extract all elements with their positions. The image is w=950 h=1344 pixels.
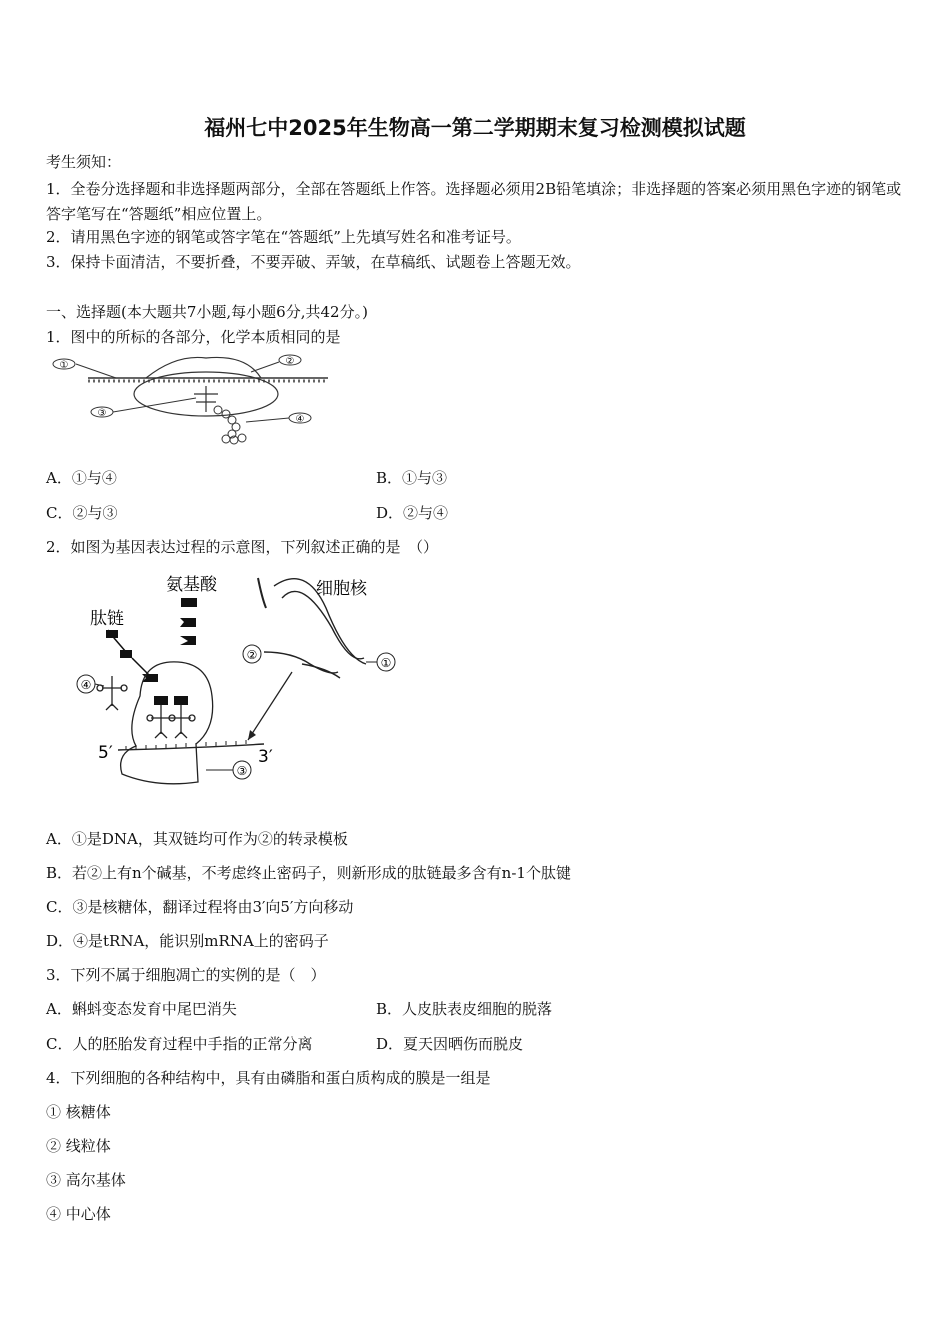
label-3prime: 3′ (258, 747, 273, 767)
q4-item-1: ① 核糖体 (46, 1103, 111, 1121)
fig-label-1: ① (59, 360, 69, 371)
peptide-unit-1 (106, 630, 118, 638)
bead-chain (214, 406, 246, 444)
exam-title: 福州七中2025年生物高一第二学期期末复习检测模拟试题 (204, 116, 746, 140)
peptide-link-2 (114, 638, 126, 652)
q3-option-d[interactable]: D．夏天因晒伤而脱皮 (376, 1035, 524, 1053)
notice-item-2: 2．请用黑色字迹的钢笔或答字笔在“答题纸”上先填写姓名和准考证号。 (46, 228, 521, 246)
q2-option-d[interactable]: D．④是tRNA，能识别mRNA上的密码子 (46, 932, 329, 950)
label-peptide: 肽链 (90, 609, 124, 629)
leader-1 (76, 364, 116, 378)
transcript-end (302, 664, 340, 678)
q1-stem: 1．图中的所标的各部分，化学本质相同的是 (46, 328, 341, 346)
export-arrow (248, 672, 292, 740)
ribosome (121, 662, 213, 784)
q2-option-a[interactable]: A．①是DNA，其双链均可作为②的转录模板 (46, 830, 348, 848)
fig-label-2: ② (285, 356, 295, 367)
q4-item-2: ② 线粒体 (46, 1137, 111, 1155)
notice-item-1: 1．全卷分选择题和非选择题两部分，全部在答题纸上作答。选择题必须用2B铅笔填涂；非选择题的答案必须用黑色字迹的钢笔或答字笔写在“答题纸”相应位置上。 (46, 180, 902, 223)
nuclear-envelope (258, 578, 266, 608)
label-5prime: 5′ (98, 743, 113, 763)
q2-option-c[interactable]: C．③是核糖体，翻译过程将由3′向5′方向移动 (46, 898, 354, 916)
notice-heading: 考生须知： (46, 153, 122, 171)
q1-option-c[interactable]: C．②与③ (46, 504, 118, 522)
mrna-transcript (264, 652, 338, 673)
q2-figure (46, 568, 406, 818)
q3-option-a[interactable]: A．蝌蚪变态发育中尾巴消失 (46, 1000, 237, 1018)
fig-label-n2: ② (246, 648, 258, 662)
trna-aa-2 (174, 696, 188, 705)
amino-acid-3 (180, 636, 196, 645)
q2-stem: 2．如图为基因表达过程的示意图，下列叙述正确的是 （） (46, 538, 439, 556)
fig-label-n3: ③ (236, 764, 248, 778)
fig-label-n4: ④ (80, 678, 92, 692)
q1-option-b[interactable]: B．①与③ (376, 469, 448, 487)
fig-label-4: ④ (295, 414, 305, 425)
q4-item-3: ③ 高尔基体 (46, 1171, 126, 1189)
q2-option-b[interactable]: B．若②上有n个碱基，不考虑终止密码子，则新形成的肽链最多含有n-1个肽键 (46, 864, 571, 882)
trna-aa-1 (154, 696, 168, 705)
peptide-unit-2 (120, 650, 132, 658)
leader-2 (251, 362, 279, 372)
q3-option-b[interactable]: B．人皮肤表皮细胞的脱落 (376, 1000, 553, 1018)
label-amino-acid: 氨基酸 (166, 575, 217, 595)
q4-item-4: ④ 中心体 (46, 1205, 111, 1223)
q1-option-a[interactable]: A．①与④ (46, 469, 117, 487)
amino-acid-2 (180, 618, 196, 627)
fig-label-n1: ① (380, 656, 392, 670)
section-heading: 一、选择题(本大题共7小题,每小题6分,共42分。) (46, 303, 368, 321)
q1-figure (46, 352, 366, 452)
trna-on-ribosome (147, 705, 195, 738)
arrow-head (248, 730, 256, 740)
q3-stem: 3．下列不属于细胞凋亡的实例的是（ ） (46, 966, 326, 984)
fig-label-3: ③ (97, 408, 107, 419)
q3-option-c[interactable]: C．人的胚胎发育过程中手指的正常分离 (46, 1035, 313, 1053)
notice-item-3: 3．保持卡面清洁，不要折叠，不要弄破、弄皱，在草稿纸、试题卷上答题无效。 (46, 253, 581, 271)
leader-4 (246, 418, 289, 422)
q1-option-d[interactable]: D．②与④ (376, 504, 449, 522)
free-trna (97, 676, 127, 710)
mrna-strand (118, 744, 264, 750)
label-nucleus: 细胞核 (316, 579, 367, 599)
amino-acid-1 (181, 598, 197, 607)
q4-stem: 4．下列细胞的各种结构中，具有由磷脂和蛋白质构成的膜是一组是 (46, 1069, 491, 1087)
